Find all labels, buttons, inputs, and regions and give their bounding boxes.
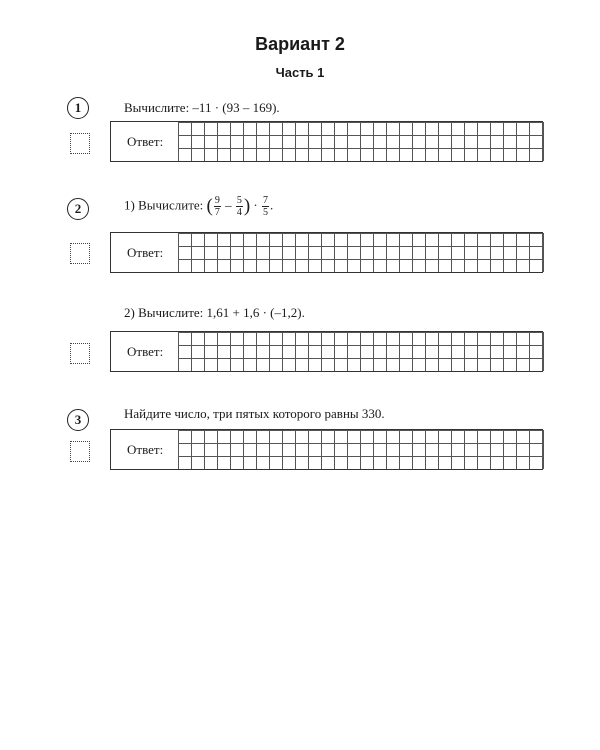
answer-label: Ответ:	[127, 344, 164, 359]
answer-grid-4[interactable]	[178, 430, 544, 469]
task-2-2-question: 2) Вычислите: 1,61 + 1,6 · (–1,2).	[124, 305, 305, 320]
answer-box-2[interactable]	[110, 232, 543, 273]
score-box-3	[70, 343, 90, 364]
answer-box-1[interactable]	[110, 121, 543, 162]
fraction: $\frac{9}{7}$	[214, 195, 220, 218]
answer-label: Ответ:	[127, 245, 164, 260]
score-box-2	[70, 243, 90, 264]
task-1-question: Вычислите: –11 · (93 – 169).	[124, 100, 280, 115]
score-box-1	[70, 133, 90, 154]
answer-label: Ответ:	[127, 442, 164, 457]
page-title: Вариант 2	[255, 34, 345, 54]
task-number-3: 3	[67, 409, 89, 431]
page-subtitle: Часть 1	[275, 65, 325, 80]
answer-grid-1[interactable]	[178, 122, 544, 161]
fraction: $\frac{5}{4}$	[236, 195, 242, 218]
answer-box-4[interactable]	[110, 429, 543, 470]
task-number-1: 1	[67, 97, 89, 119]
answer-grid-3[interactable]	[178, 332, 544, 371]
answer-grid-2[interactable]	[178, 233, 544, 272]
task-2-1-question: 1) Вычислите: ( $\frac{9}{7}$ – $\frac{5}{4}$ ) · $\frac{7}{5}$ .	[124, 195, 274, 218]
task-number-2: 2	[67, 198, 89, 220]
score-box-4	[70, 441, 90, 462]
answer-box-3[interactable]	[110, 331, 543, 372]
fraction: $\frac{7}{5}$	[263, 195, 269, 218]
task-3-question: Найдите число, три пятых которого равны 330.	[124, 406, 385, 421]
answer-label: Ответ:	[127, 134, 164, 149]
